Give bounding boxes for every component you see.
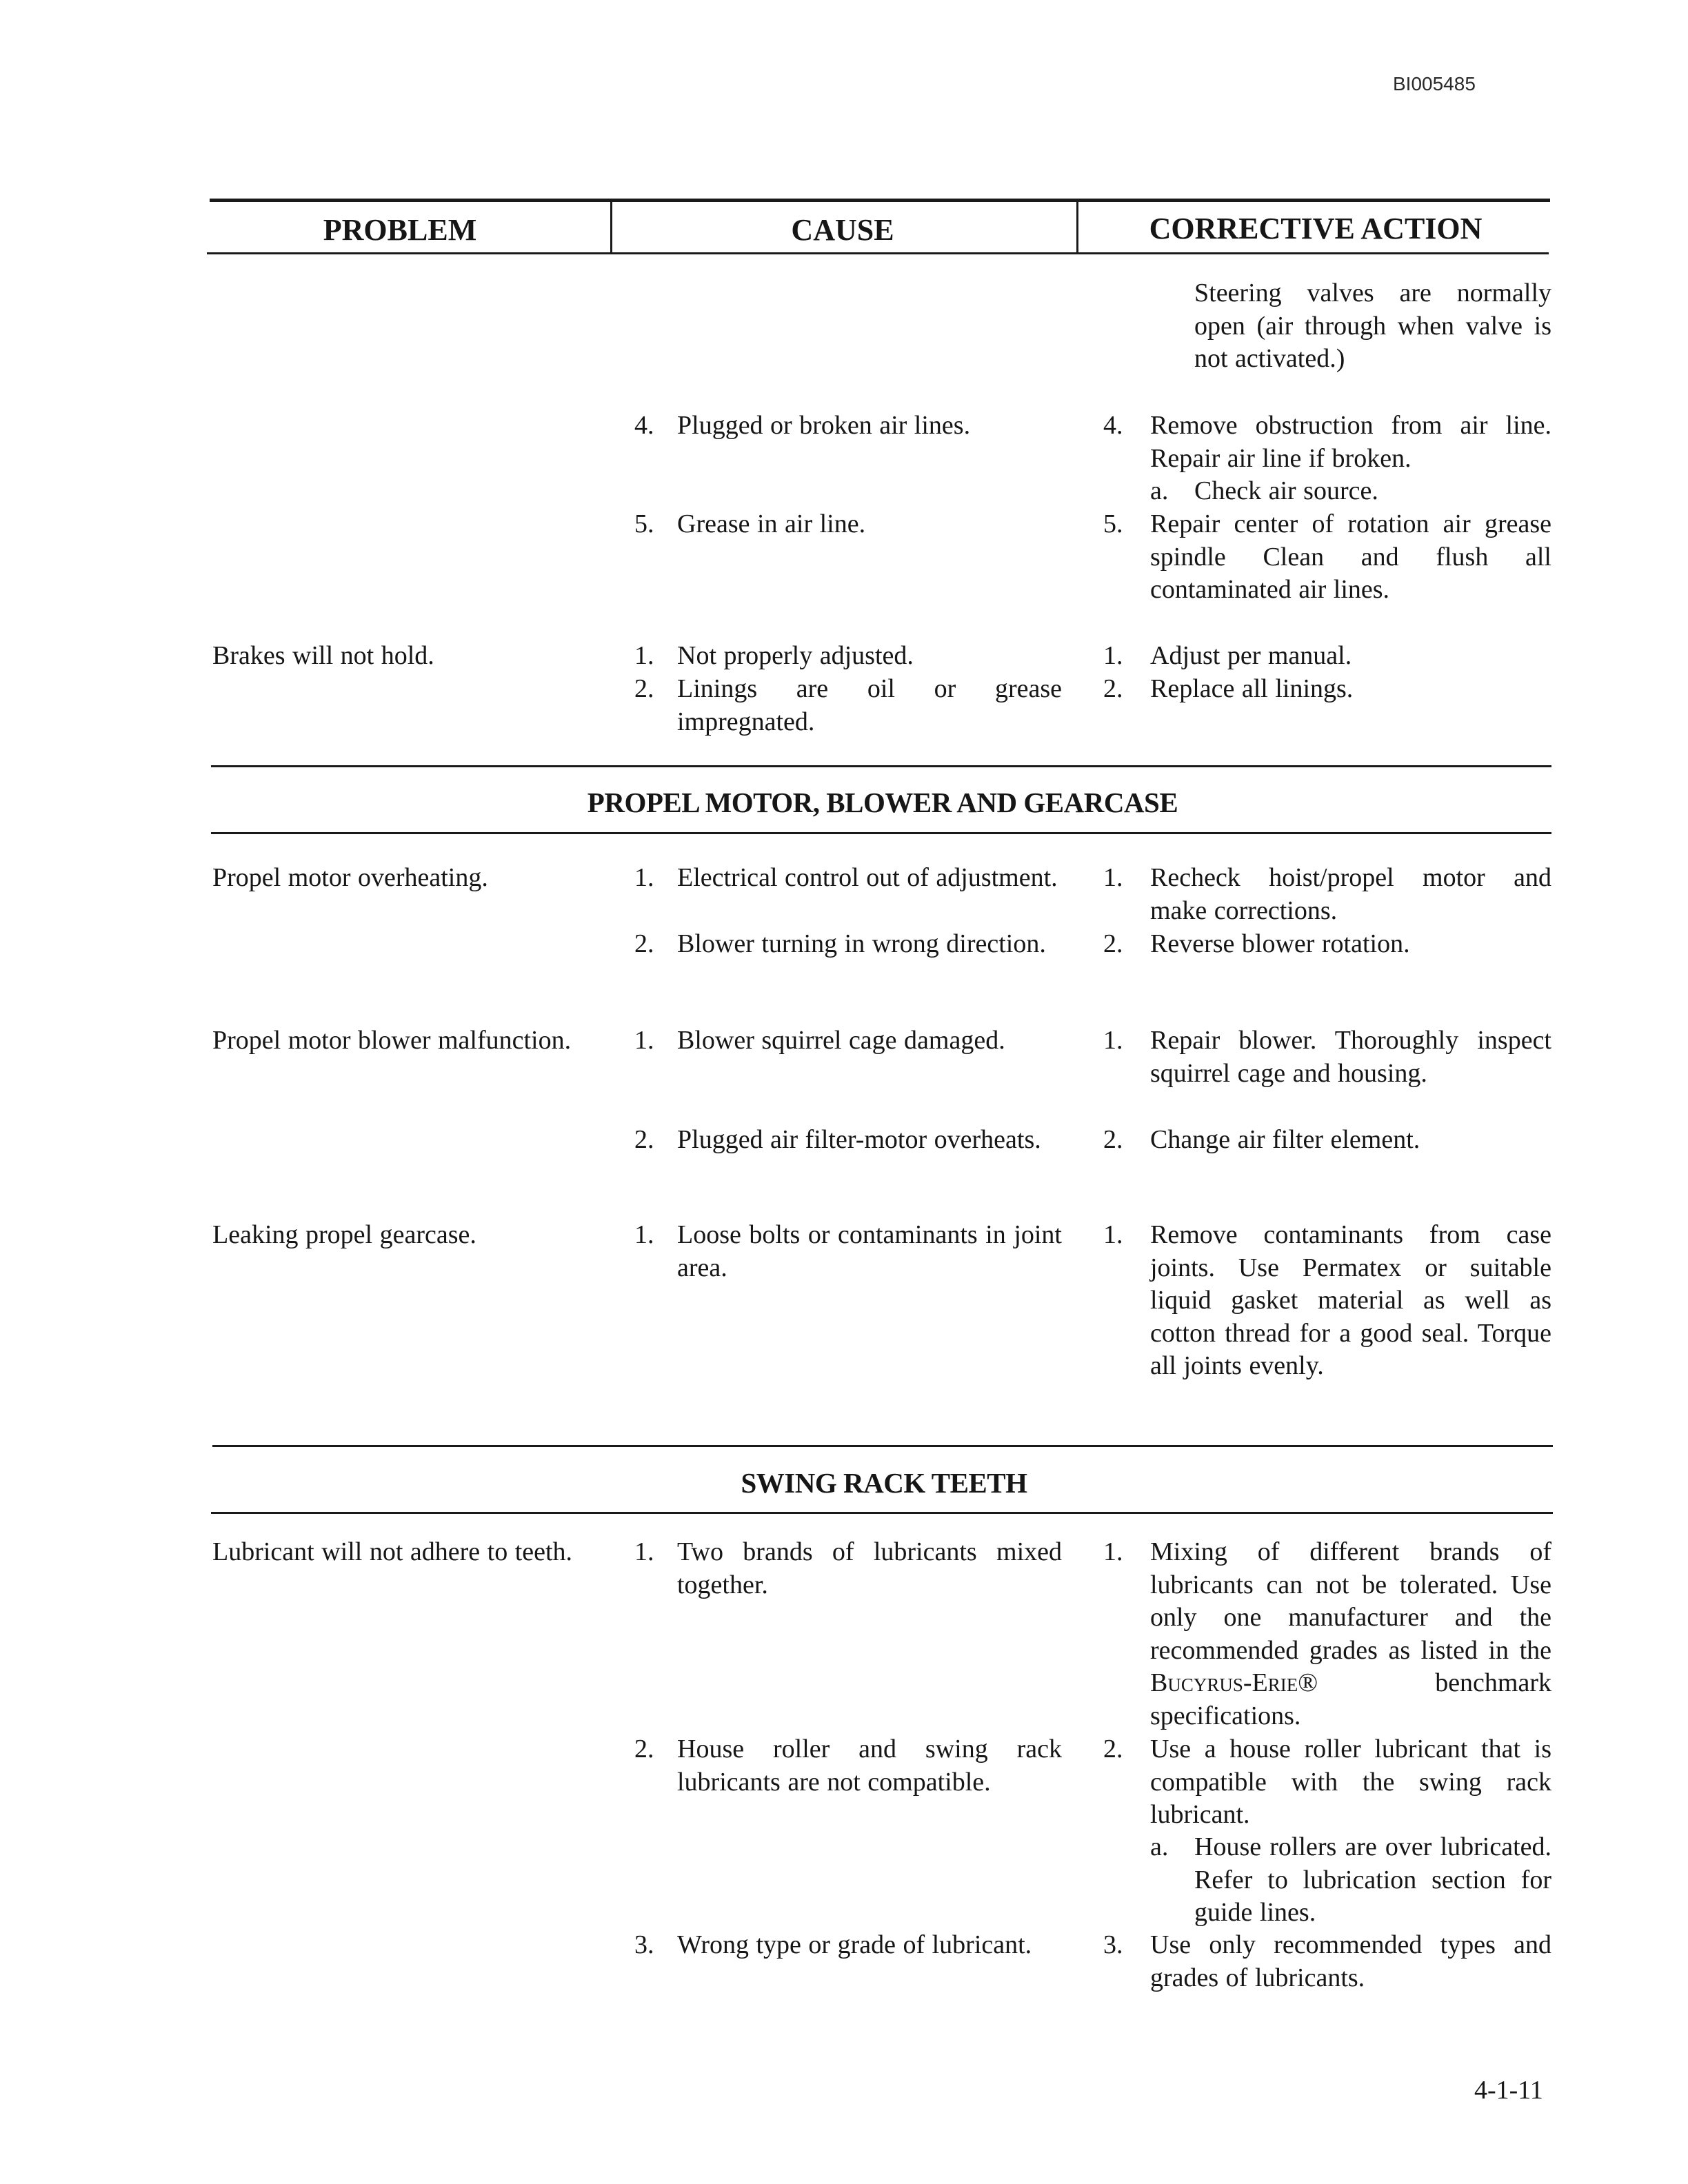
brand-name: Bucyrus-Erie®	[1150, 1668, 1318, 1697]
action-item	[1103, 862, 1551, 927]
action-subitem	[1103, 475, 1551, 508]
item-number: 2.	[1103, 1735, 1123, 1763]
item-text: House rollers are over lubricated. Refer to lubrication section for guide lines.	[1194, 1832, 1551, 1927]
action-item	[1103, 1733, 1551, 1832]
item-number: 1.	[634, 863, 654, 892]
item-text: Adjust per manual.	[1150, 641, 1352, 670]
item-text: Remove contaminants from case joints. Use Permatex or suitable liquid gasket material as well as cotton thread for a good seal. Torque all joints evenly.	[1150, 1220, 1551, 1380]
item-number: 4.	[634, 411, 654, 440]
header-problem: PROBLEM	[323, 213, 477, 247]
item-number: 4.	[1103, 411, 1123, 440]
problem-lubricant: Lubricant will not adhere to teeth.	[212, 1537, 573, 1566]
problem-brakes: Brakes will not hold.	[212, 641, 434, 670]
cause-item	[634, 640, 1062, 673]
cause-item	[634, 1536, 1062, 1601]
item-text: Blower turning in wrong direction.	[677, 929, 1046, 958]
section-propel-top-rule	[211, 765, 1551, 767]
cause-item	[634, 1219, 1062, 1284]
item-number: 2.	[634, 1735, 654, 1763]
document-id: BI005485	[1393, 73, 1476, 94]
problem-gearcase: Leaking propel gearcase.	[212, 1220, 476, 1249]
item-number: 1.	[1103, 641, 1123, 670]
item-number: 1.	[1103, 1220, 1123, 1249]
item-text: Replace all linings.	[1150, 674, 1354, 703]
item-letter: a.	[1150, 1832, 1169, 1861]
cause-item	[634, 1733, 1062, 1799]
cause-item	[634, 862, 1062, 895]
header-top-rule	[210, 199, 1550, 202]
cause-item	[634, 1124, 1062, 1157]
action-item	[1103, 1929, 1551, 1994]
header-divider-2	[1076, 200, 1078, 254]
section-swing-top-rule	[212, 1445, 1553, 1447]
item-text: Recheck hoist/propel motor and make corrections.	[1150, 863, 1551, 925]
action-item	[1103, 1219, 1551, 1383]
item-text: Linings are oil or grease impregnated.	[677, 674, 1062, 736]
action-item	[1103, 1024, 1551, 1090]
item-text: Change air filter element.	[1150, 1125, 1420, 1154]
header-cause: CAUSE	[791, 213, 894, 247]
item-number: 3.	[634, 1930, 654, 1959]
item-text: Grease in air line.	[677, 509, 866, 538]
item-number: 1.	[634, 1537, 654, 1566]
action-text-part: Mixing of different brands of lubricants can not be tolerated. Use only one manufacturer and the recommended grades as listed in the	[1150, 1537, 1551, 1665]
section-propel-bottom-rule	[211, 832, 1551, 834]
item-number: 2.	[1103, 1125, 1123, 1154]
cause-item	[634, 673, 1062, 738]
problem-overheating: Propel motor overheating.	[212, 863, 488, 892]
action-item	[1103, 928, 1551, 961]
item-number: 1.	[1103, 863, 1123, 892]
item-text: Repair blower. Thoroughly inspect squirrel cage and housing.	[1150, 1026, 1551, 1088]
item-number: 2.	[634, 929, 654, 958]
item-text: Check air source.	[1194, 476, 1378, 505]
item-text: Plugged air filter-motor overheats.	[677, 1125, 1041, 1154]
cause-item	[634, 928, 1062, 961]
item-text: Two brands of lubricants mixed together.	[677, 1537, 1062, 1599]
item-text: Use a house roller lubricant that is compatible with the swing rack lubricant.	[1150, 1735, 1551, 1829]
action-item	[1103, 508, 1551, 607]
item-number: 2.	[1103, 674, 1123, 703]
item-text: House roller and swing rack lubricants are not compatible.	[677, 1735, 1062, 1797]
item-number: 1.	[1103, 1537, 1123, 1566]
item-text: Reverse blower rotation.	[1150, 929, 1410, 958]
action-subitem	[1103, 1831, 1551, 1930]
action-item	[1103, 640, 1551, 673]
cause-item	[634, 1024, 1062, 1058]
item-number: 2.	[634, 674, 654, 703]
action-item	[1103, 673, 1551, 706]
action-text-part: benchmark specifications.	[1150, 1668, 1551, 1730]
cause-item	[634, 508, 1062, 541]
item-text: Wrong type or grade of lubricant.	[677, 1930, 1032, 1959]
cause-item	[634, 410, 1062, 443]
item-number: 2.	[634, 1125, 654, 1154]
problem-blower: Propel motor blower malfunction.	[212, 1026, 572, 1055]
cause-item	[634, 1929, 1062, 1962]
action-item	[1103, 1536, 1551, 1732]
section-title-propel: PROPEL MOTOR, BLOWER AND GEARCASE	[587, 787, 1178, 818]
item-text	[1150, 1536, 1551, 1732]
item-text: Plugged or broken air lines.	[677, 411, 971, 440]
item-number: 1.	[634, 1026, 654, 1055]
item-text: Remove obstruction from air line. Repair air line if broken.	[1150, 411, 1551, 473]
item-text: Repair center of rotation air grease spindle Clean and flush all contaminated air lines.	[1150, 509, 1551, 604]
item-number: 5.	[634, 509, 654, 538]
item-text: Not properly adjusted.	[677, 641, 914, 670]
item-number: 5.	[1103, 509, 1123, 538]
item-text: Electrical control out of adjustment.	[677, 863, 1058, 892]
item-number: 1.	[634, 1220, 654, 1249]
item-number: 1.	[1103, 1026, 1123, 1055]
item-number: 2.	[1103, 929, 1123, 958]
header-bottom-rule	[207, 252, 1549, 254]
action-item	[1103, 1124, 1551, 1157]
section-swing-bottom-rule	[211, 1512, 1553, 1514]
action-item	[1103, 410, 1551, 475]
item-number: 3.	[1103, 1930, 1123, 1959]
item-text: Loose bolts or contaminants in joint area.	[677, 1220, 1062, 1282]
header-corrective-action: CORRECTIVE ACTION	[1149, 212, 1483, 245]
header-divider-1	[610, 200, 612, 254]
section-title-swing: SWING RACK TEETH	[741, 1467, 1027, 1499]
item-text: Use only recommended types and grades of lubricants.	[1150, 1930, 1551, 1992]
item-letter: a.	[1150, 476, 1169, 505]
page-number: 4-1-11	[1474, 2076, 1543, 2105]
item-number: 1.	[634, 641, 654, 670]
item-text: Blower squirrel cage damaged.	[677, 1026, 1005, 1055]
action-continued-text: Steering valves are normally open (air through when valve is not activated.)	[1194, 279, 1551, 373]
